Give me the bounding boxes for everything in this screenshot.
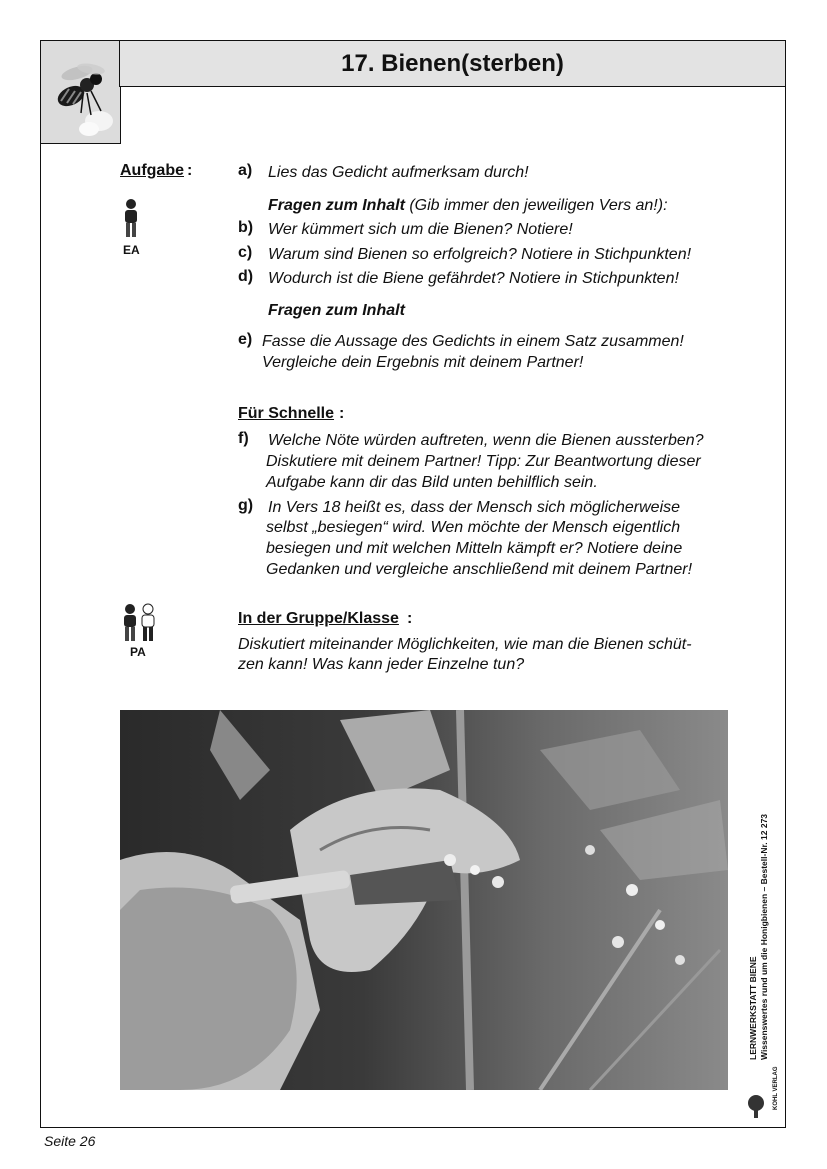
questions-heading-text: Fragen zum Inhalt — [268, 197, 405, 214]
item-g-line3: besiegen und mit welchen Mitteln kämpft er? Notiere deine — [266, 540, 683, 557]
pollination-photo — [120, 710, 728, 1090]
bee-logo — [40, 40, 121, 144]
group-label-colon: : — [407, 610, 413, 627]
pa-label: PA — [130, 645, 146, 659]
fast-label — [238, 405, 334, 423]
publisher-sidebar — [748, 814, 770, 1060]
group-line1: Diskutiert miteinander Möglichkeiten, wie man die Bienen schüt- — [238, 636, 692, 653]
task-label-text: Aufgabe — [120, 162, 184, 179]
fast-label-text: Für Schnelle — [238, 405, 335, 422]
group-label — [238, 610, 399, 628]
item-b-text: Wer kümmert sich um die Bienen? Notiere! — [268, 221, 573, 238]
item-g-line2: selbst „besiegen“ wird. Wen möchte der Mensch eigentlich — [266, 519, 681, 536]
page-title: 17. Bienen(sterben) — [119, 40, 786, 87]
publisher-name: KOHL VERLAG — [773, 1066, 779, 1110]
two-persons-icon — [120, 603, 158, 643]
item-e-line2: Vergleiche dein Ergebnis mit deinem Partner! — [262, 354, 584, 371]
group-label-text: In der Gruppe/Klasse — [238, 610, 399, 627]
item-a-letter: a) — [238, 162, 253, 179]
task-label-colon: : — [187, 162, 193, 179]
questions-heading-2: Fragen zum Inhalt — [268, 302, 405, 319]
item-d-letter: d) — [238, 268, 254, 285]
group-line2: zen kann! Was kann jeder Einzelne tun? — [238, 656, 525, 673]
task-label — [120, 162, 184, 180]
item-e-letter: e) — [238, 331, 253, 348]
fast-label-colon: : — [339, 405, 345, 422]
ea-label: EA — [123, 243, 140, 257]
item-g-line1: In Vers 18 heißt es, dass der Mensch sich möglicherweise — [268, 499, 681, 516]
sidebar-line1: LERNWERKSTATT BIENE — [748, 956, 758, 1060]
single-person-icon — [120, 198, 142, 240]
item-b-letter: b) — [238, 219, 254, 236]
item-f-line2: Diskutiere mit deinem Partner! Tipp: Zur Beantwortung dieser — [266, 453, 701, 470]
item-f-letter: f) — [238, 430, 249, 447]
questions-note: (Gib immer den jeweiligen Vers an!): — [404, 197, 668, 214]
item-g-line4: Gedanken und vergleiche anschließend mit deinem Partner! — [266, 561, 693, 578]
page-number: Seite 26 — [44, 1133, 96, 1149]
item-a-text: Lies das Gedicht aufmerksam durch! — [268, 164, 529, 181]
hands-brush-flowers-image — [120, 710, 728, 1090]
sidebar-line2: Wissenswertes rund um die Honigbienen – Bestell-Nr. 12 273 — [759, 813, 769, 1060]
bee-icon — [41, 41, 121, 144]
item-d-text: Wodurch ist die Biene gefährdet? Notiere in Stichpunkten! — [268, 270, 679, 287]
item-f-line3: Aufgabe kann dir das Bild unten behilflich sein. — [266, 474, 598, 491]
item-c-letter: c) — [238, 244, 253, 261]
item-c-text: Warum sind Bienen so erfolgreich? Notiere in Stichpunkten! — [268, 246, 692, 263]
item-g-letter: g) — [238, 497, 254, 514]
item-f-line1: Welche Nöte würden auftreten, wenn die Bienen aussterben? — [268, 432, 704, 449]
questions-heading — [268, 195, 668, 216]
item-e-line1: Fasse die Aussage des Gedichts in einem Satz zusammen! — [262, 333, 684, 350]
